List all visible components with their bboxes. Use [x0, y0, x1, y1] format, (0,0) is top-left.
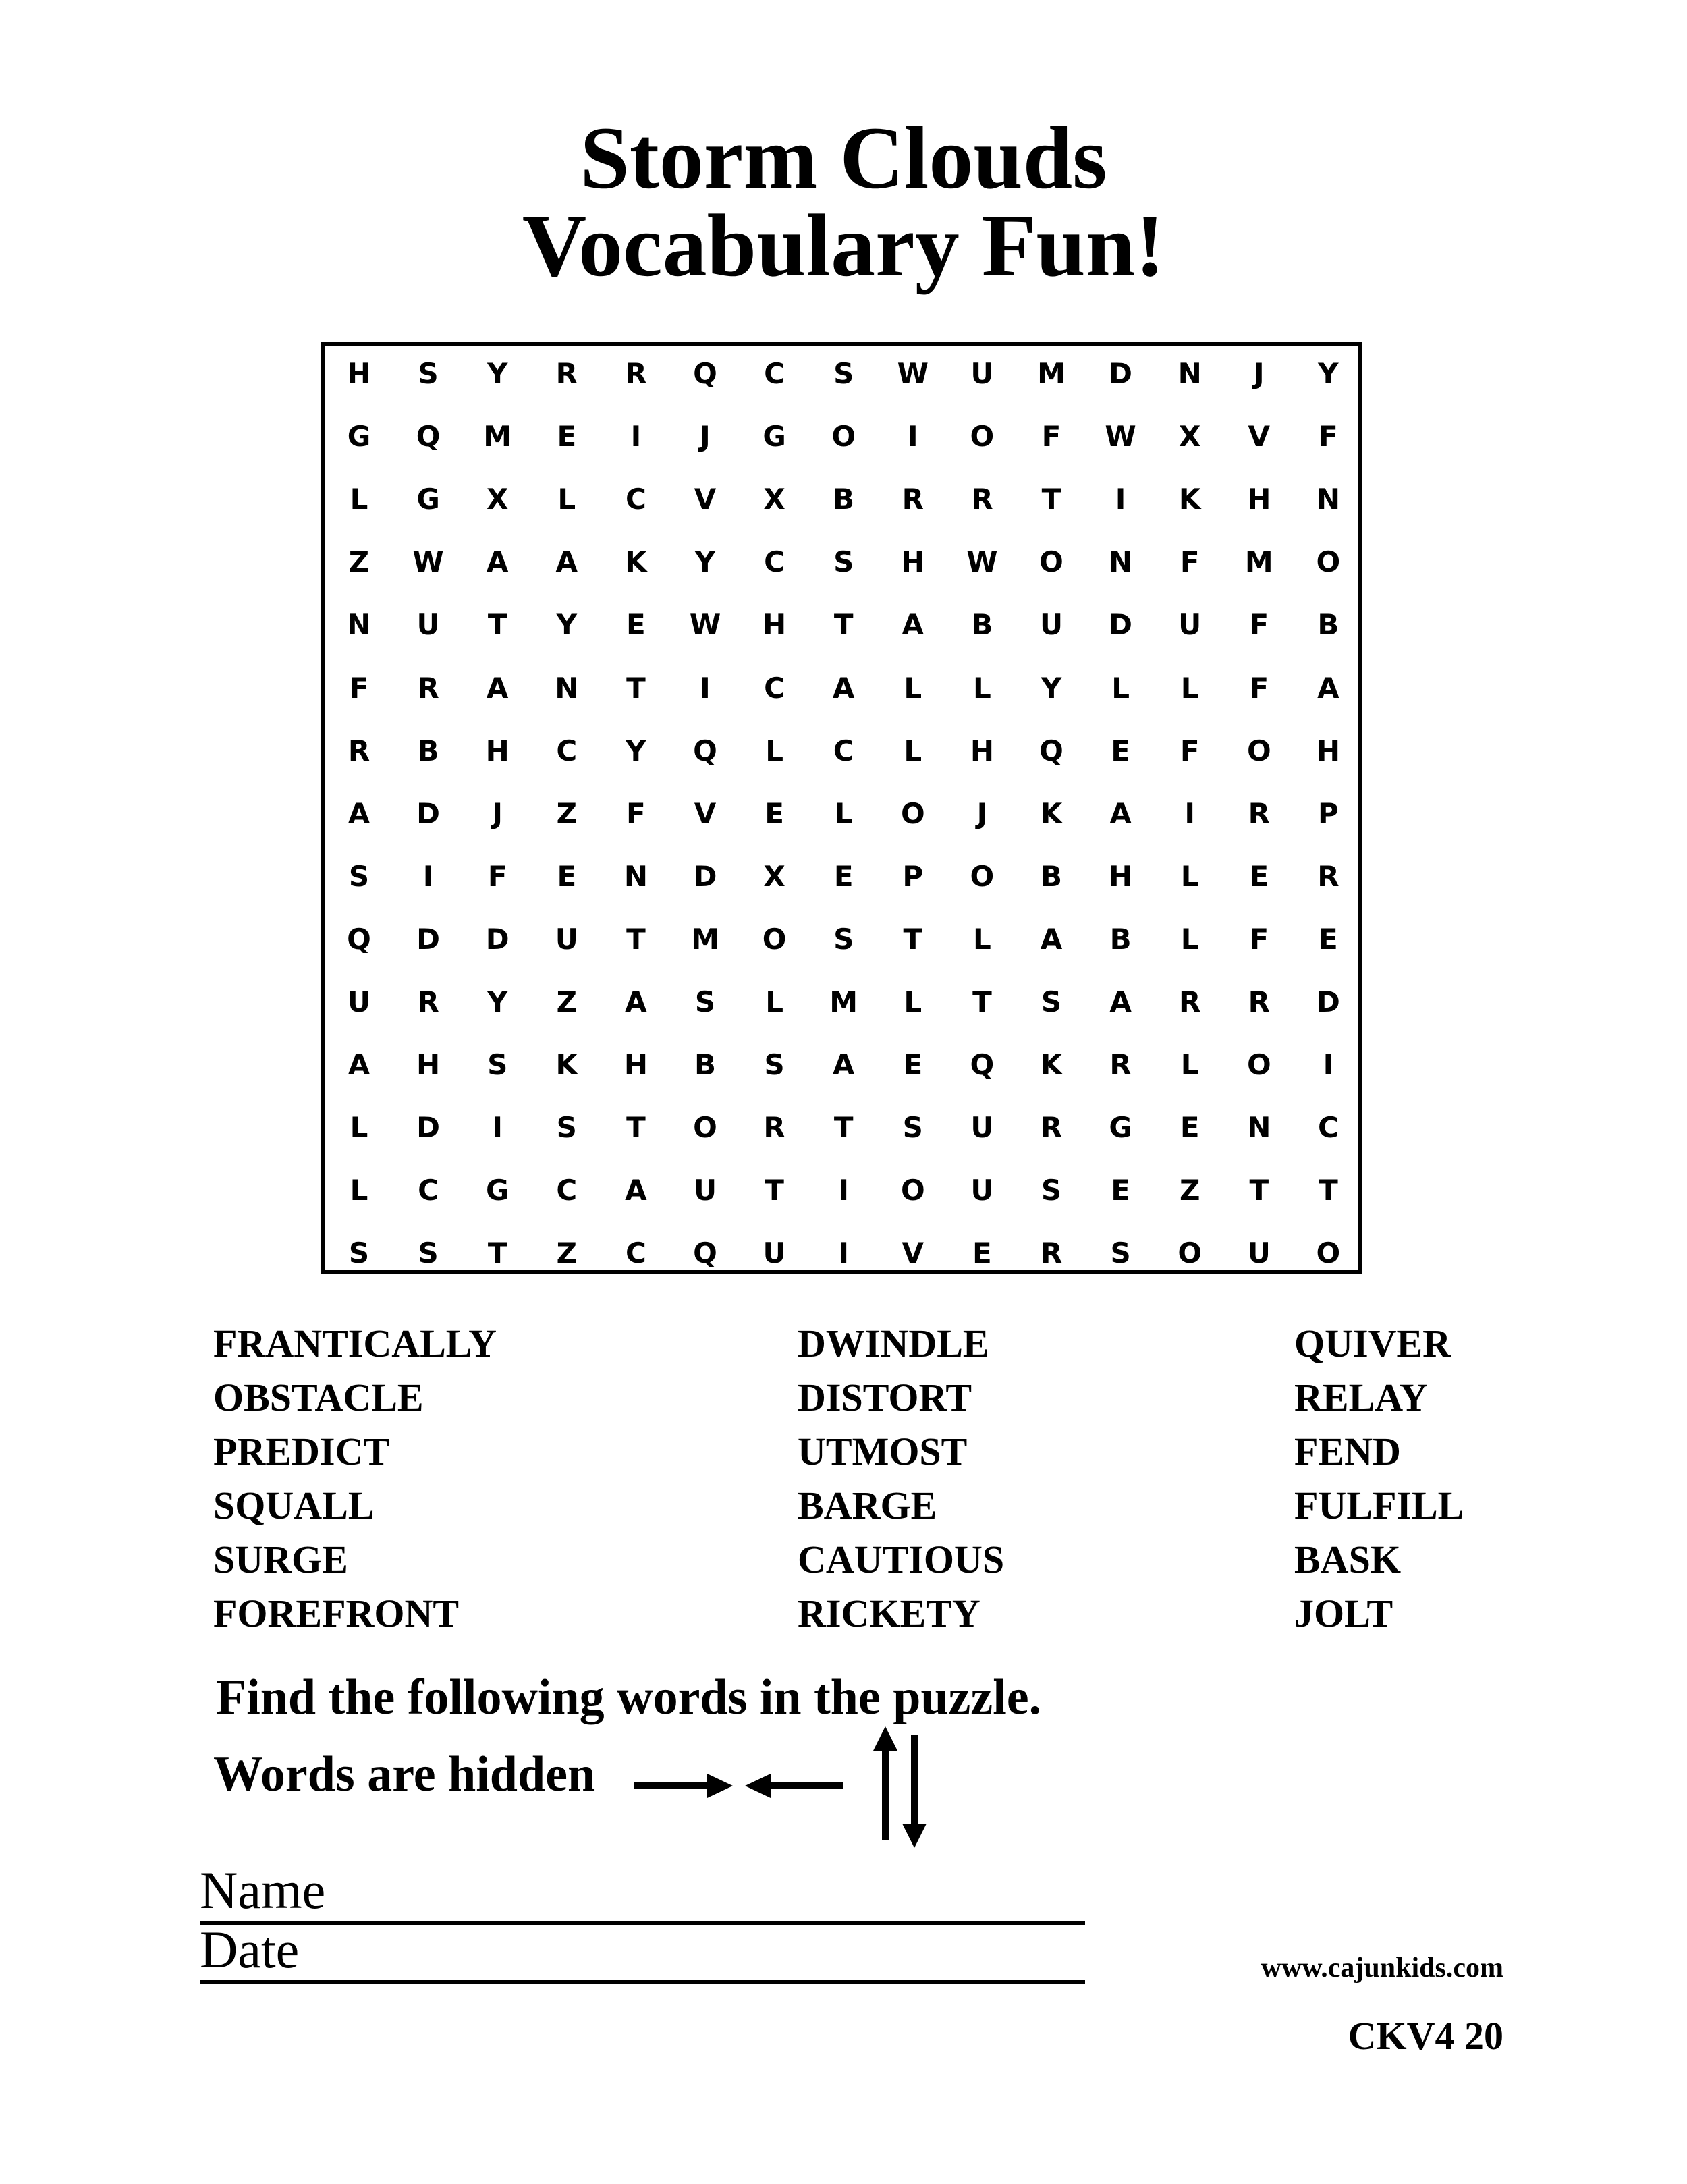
grid-cell: E: [1111, 1174, 1130, 1207]
grid-cell: R: [417, 671, 439, 705]
grid-cell: S: [487, 1048, 508, 1082]
grid-cell: J: [492, 796, 503, 830]
grid-cell: R: [555, 357, 578, 390]
grid-cell: T: [972, 985, 992, 1018]
grid-cell: R: [1248, 796, 1270, 830]
grid-cell: L: [1180, 1048, 1199, 1082]
grid-cell: R: [763, 1111, 785, 1145]
grid-cell: F: [487, 859, 507, 893]
grid-cell: L: [834, 796, 853, 830]
word-list-item: QUIVER: [1294, 1321, 1451, 1365]
grid-cell: O: [900, 1174, 925, 1207]
word-list-item: PREDICT: [213, 1429, 390, 1473]
website-url: www.cajunkids.com: [1261, 1953, 1503, 1984]
word-search-grid: [321, 342, 1362, 1274]
grid-cell: F: [1249, 922, 1269, 956]
grid-cell: D: [693, 859, 717, 893]
grid-cell: S: [1041, 985, 1062, 1018]
grid-cell: L: [1180, 859, 1199, 893]
grid-cell: U: [555, 922, 578, 956]
grid-cell: A: [348, 1048, 370, 1082]
grid-cell: R: [971, 483, 993, 516]
grid-cell: U: [1178, 608, 1202, 642]
grid-cell: A: [902, 608, 924, 642]
grid-cell: F: [1041, 420, 1061, 454]
grid-cell: S: [348, 1236, 370, 1270]
grid-cell: H: [624, 1048, 648, 1082]
grid-cell: R: [625, 357, 647, 390]
grid-cell: T: [1041, 483, 1061, 516]
grid-cell: D: [485, 922, 509, 956]
grid-cell: Y: [694, 545, 716, 579]
grid-cell: N: [347, 608, 371, 642]
grid-cell: V: [694, 483, 717, 516]
grid-cell: L: [765, 985, 783, 1018]
grid-cell: W: [897, 357, 929, 390]
grid-cell: U: [970, 1111, 994, 1145]
grid-cell: A: [625, 985, 647, 1018]
grid-cell: R: [1317, 859, 1339, 893]
grid-cell: Z: [556, 985, 578, 1018]
grid-cell: I: [1323, 1048, 1334, 1082]
grid-cell: V: [694, 796, 717, 830]
grid-cell: E: [557, 859, 577, 893]
grid-cell: U: [347, 985, 371, 1018]
grid-cell: I: [422, 859, 434, 893]
grid-cell: F: [1319, 420, 1338, 454]
grid-cell: B: [833, 483, 855, 516]
grid-cell: N: [1316, 483, 1340, 516]
grid-cell: T: [1319, 1174, 1338, 1207]
word-list-item: FULFILL: [1294, 1483, 1464, 1527]
grid-cell: U: [1247, 1236, 1271, 1270]
grid-cell: S: [556, 1111, 577, 1145]
grid-cell: O: [1039, 545, 1063, 579]
grid-cell: N: [1247, 1111, 1271, 1145]
grid-cell: Y: [487, 357, 508, 390]
grid-cell: S: [833, 357, 854, 390]
grid-cell: B: [417, 734, 439, 767]
grid-cell: R: [902, 483, 924, 516]
grid-cell: O: [762, 922, 787, 956]
grid-cell: X: [763, 859, 785, 893]
grid-cell: C: [833, 734, 854, 767]
grid-cell: V: [902, 1236, 924, 1270]
word-list-item: SURGE: [213, 1537, 348, 1581]
grid-cell: I: [492, 1111, 503, 1145]
grid-cell: E: [765, 796, 784, 830]
grid-cell: D: [416, 1111, 441, 1145]
word-list-item: OBSTACLE: [213, 1375, 424, 1419]
grid-cell: M: [829, 985, 858, 1018]
grid-cell: R: [1248, 985, 1270, 1018]
grid-cell: R: [348, 734, 370, 767]
grid-cell: R: [1109, 1048, 1132, 1082]
grid-cell: L: [1180, 922, 1199, 956]
grid-cell: L: [973, 922, 991, 956]
grid-cell: G: [763, 420, 786, 454]
grid-cell: A: [832, 671, 855, 705]
grid-cell: A: [486, 671, 509, 705]
grid-cell: D: [1109, 357, 1133, 390]
grid-cell: B: [1317, 608, 1339, 642]
grid-cell: L: [1180, 671, 1199, 705]
word-list-item: CAUTIOUS: [798, 1537, 1005, 1581]
grid-cell: W: [1105, 420, 1136, 454]
grid-cell: J: [976, 796, 988, 830]
grid-cell: H: [1247, 483, 1271, 516]
grid-cell: L: [904, 734, 922, 767]
grid-cell: Q: [693, 357, 717, 390]
grid-cell: S: [418, 357, 439, 390]
grid-cell: U: [970, 1174, 994, 1207]
grid-cell: H: [485, 734, 509, 767]
grid-cell: X: [763, 483, 785, 516]
grid-cell: D: [416, 922, 441, 956]
grid-cell: E: [1319, 922, 1338, 956]
grid-cell: M: [1244, 545, 1273, 579]
grid-cell: L: [904, 671, 922, 705]
grid-cell: T: [833, 608, 854, 642]
grid-cell: T: [903, 922, 923, 956]
grid-cell: I: [700, 671, 711, 705]
grid-cell: Q: [693, 1236, 717, 1270]
grid-cell: C: [625, 483, 646, 516]
grid-cell: W: [966, 545, 998, 579]
grid-cell: H: [1109, 859, 1133, 893]
grid-cell: X: [1178, 420, 1201, 454]
grid-cell: C: [764, 545, 785, 579]
grid-cell: R: [1040, 1236, 1063, 1270]
grid-cell: L: [904, 985, 922, 1018]
grid-cell: E: [903, 1048, 923, 1082]
grid-cell: E: [833, 859, 854, 893]
grid-cell: O: [1316, 1236, 1341, 1270]
grid-cell: C: [764, 357, 785, 390]
grid-cell: T: [1249, 1174, 1269, 1207]
grid-cell: O: [1178, 1236, 1202, 1270]
grid-cell: W: [412, 545, 444, 579]
grid-cell: S: [418, 1236, 439, 1270]
grid-cell: H: [763, 608, 787, 642]
grid-cell: T: [626, 1111, 646, 1145]
grid-cell: K: [1040, 796, 1063, 830]
grid-cell: L: [765, 734, 783, 767]
grid-cell: L: [350, 1111, 368, 1145]
grid-cell: E: [972, 1236, 992, 1270]
grid-cell: A: [486, 545, 509, 579]
grid-cell: R: [417, 985, 439, 1018]
word-list-item: RELAY: [1294, 1375, 1428, 1419]
grid-cell: C: [556, 734, 578, 767]
grid-cell: X: [486, 483, 509, 516]
grid-cell: E: [1111, 734, 1130, 767]
grid-cell: Z: [556, 796, 578, 830]
instructions-line-1: Find the following words in the puzzle.: [216, 1670, 1042, 1725]
grid-cell: B: [1040, 859, 1062, 893]
up-arrow-icon: [873, 1726, 897, 1840]
grid-cell: T: [626, 922, 646, 956]
grid-cell: O: [831, 420, 856, 454]
word-list-item: UTMOST: [798, 1429, 968, 1473]
grid-cell: I: [838, 1236, 849, 1270]
grid-cell: C: [418, 1174, 439, 1207]
grid-cell: G: [347, 420, 371, 454]
grid-cell: U: [693, 1174, 717, 1207]
grid-cell: Y: [1318, 357, 1339, 390]
grid-cell: T: [833, 1111, 854, 1145]
date-field[interactable]: [200, 1920, 1085, 1984]
grid-cell: Q: [1039, 734, 1063, 767]
instructions-line-2: Words are hidden: [213, 1747, 596, 1802]
grid-cell: Y: [487, 985, 508, 1018]
grid-cell: S: [764, 1048, 785, 1082]
grid-cell: K: [1040, 1048, 1063, 1082]
word-list-item: SQUALL: [213, 1483, 375, 1527]
grid-cell: U: [970, 357, 994, 390]
grid-cell: K: [625, 545, 647, 579]
word-list-item: FEND: [1294, 1429, 1401, 1473]
grid-cell: O: [900, 796, 925, 830]
grid-cell: T: [487, 608, 507, 642]
grid-cell: A: [1109, 796, 1132, 830]
grid-cell: L: [1111, 671, 1130, 705]
grid-cell: L: [973, 671, 991, 705]
grid-cell: N: [1178, 357, 1202, 390]
grid-cell: A: [832, 1048, 855, 1082]
grid-cell: S: [1041, 1174, 1062, 1207]
grid-cell: I: [907, 420, 918, 454]
grid-cell: U: [416, 608, 440, 642]
date-label: Date: [200, 1920, 300, 1979]
grid-cell: T: [765, 1174, 784, 1207]
word-list-item: BASK: [1294, 1537, 1401, 1581]
grid-cell: P: [1317, 796, 1339, 830]
grid-cell: S: [694, 985, 716, 1018]
grid-cell: O: [1316, 545, 1341, 579]
grid-cell: E: [1180, 1111, 1200, 1145]
grid-cell: Z: [556, 1236, 578, 1270]
grid-cell: E: [626, 608, 646, 642]
grid-cell: S: [833, 922, 854, 956]
grid-cell: T: [487, 1236, 507, 1270]
grid-cell: M: [1037, 357, 1066, 390]
word-list-item: FRANTICALLY: [213, 1321, 497, 1365]
grid-cell: J: [1253, 357, 1265, 390]
grid-cell: A: [625, 1174, 647, 1207]
grid-cell: O: [1246, 734, 1271, 767]
direction-arrows: [634, 1726, 972, 1861]
grid-cell: R: [1179, 985, 1201, 1018]
grid-cell: H: [347, 357, 371, 390]
grid-cell: G: [416, 483, 440, 516]
grid-cell: I: [838, 1174, 849, 1207]
grid-cell: Z: [348, 545, 370, 579]
grid-cell: W: [689, 608, 721, 642]
grid-cell: Y: [1041, 671, 1062, 705]
grid-cell: Q: [347, 922, 371, 956]
down-arrow-icon: [902, 1735, 927, 1848]
grid-cell: H: [416, 1048, 441, 1082]
grid-cell: L: [350, 1174, 368, 1207]
grid-cell: O: [693, 1111, 717, 1145]
grid-cell: T: [626, 671, 646, 705]
grid-cell: H: [970, 734, 994, 767]
grid-cell: D: [1109, 608, 1133, 642]
grid-cell: F: [1249, 671, 1269, 705]
grid-cell: S: [1110, 1236, 1131, 1270]
grid-cell: Y: [626, 734, 646, 767]
page-subtitle: Vocabulary Fun!: [522, 196, 1165, 295]
grid-cell: S: [833, 545, 854, 579]
grid-cell: U: [763, 1236, 786, 1270]
grid-cell: Q: [970, 1048, 995, 1082]
grid-cell: O: [970, 420, 995, 454]
word-list-item: JOLT: [1294, 1591, 1393, 1635]
grid-cell: K: [1178, 483, 1201, 516]
grid-cell: I: [630, 420, 642, 454]
grid-cell: C: [625, 1236, 646, 1270]
word-list-item: FOREFRONT: [213, 1591, 460, 1635]
right-arrow-icon: [634, 1774, 733, 1798]
grid-cell: E: [1249, 859, 1269, 893]
name-label: Name: [200, 1861, 326, 1919]
grid-cell: A: [1317, 671, 1339, 705]
grid-cell: B: [1109, 922, 1132, 956]
page-title: Storm Clouds: [580, 108, 1107, 207]
grid-cell: U: [1039, 608, 1063, 642]
grid-cell: I: [1115, 483, 1126, 516]
grid-cell: F: [626, 796, 646, 830]
grid-cell: Q: [693, 734, 717, 767]
grid-cell: C: [1317, 1111, 1339, 1145]
grid-cell: K: [555, 1048, 578, 1082]
grid-cell: E: [557, 420, 577, 454]
grid-cell: B: [694, 1048, 716, 1082]
grid-cell: A: [348, 796, 370, 830]
name-field[interactable]: [200, 1861, 1085, 1925]
grid-cell: F: [1180, 545, 1200, 579]
grid-cell: Z: [1179, 1174, 1200, 1207]
grid-cell: F: [1249, 608, 1269, 642]
grid-cell: M: [691, 922, 719, 956]
grid-cell: D: [1316, 985, 1340, 1018]
grid-cell: C: [764, 671, 785, 705]
grid-cell: L: [557, 483, 576, 516]
word-list-item: DISTORT: [798, 1375, 972, 1419]
grid-cell: Q: [416, 420, 441, 454]
grid-cell: A: [555, 545, 578, 579]
grid-cell: O: [970, 859, 995, 893]
grid-cell: G: [485, 1174, 509, 1207]
word-list-item: BARGE: [798, 1483, 937, 1527]
grid-cell: F: [1180, 734, 1200, 767]
grid-cell: A: [1040, 922, 1063, 956]
left-arrow-icon: [745, 1774, 844, 1798]
grid-cell: J: [700, 420, 711, 454]
grid-cell: P: [902, 859, 924, 893]
grid-cell: H: [901, 545, 925, 579]
grid-cell: N: [624, 859, 648, 893]
grid-cell: I: [1184, 796, 1195, 830]
grid-cell: M: [483, 420, 512, 454]
grid-cell: S: [348, 859, 370, 893]
page-code: CKV4 20: [1348, 2014, 1503, 2058]
word-list-item: RICKETY: [798, 1591, 980, 1635]
grid-cell: A: [1109, 985, 1132, 1018]
grid-cell: R: [1040, 1111, 1063, 1145]
grid-cell: S: [902, 1111, 923, 1145]
grid-cell: B: [971, 608, 993, 642]
grid-cell: Y: [556, 608, 577, 642]
grid-cell: D: [416, 796, 441, 830]
grid-cell: F: [349, 671, 369, 705]
grid-cell: N: [1109, 545, 1133, 579]
grid-cell: O: [1246, 1048, 1271, 1082]
grid-cell: C: [556, 1174, 578, 1207]
grid-cell: G: [1109, 1111, 1132, 1145]
grid-cell: H: [1316, 734, 1340, 767]
word-list-item: DWINDLE: [798, 1321, 989, 1365]
grid-cell: L: [350, 483, 368, 516]
grid-cell: N: [555, 671, 579, 705]
grid-cell: V: [1248, 420, 1271, 454]
